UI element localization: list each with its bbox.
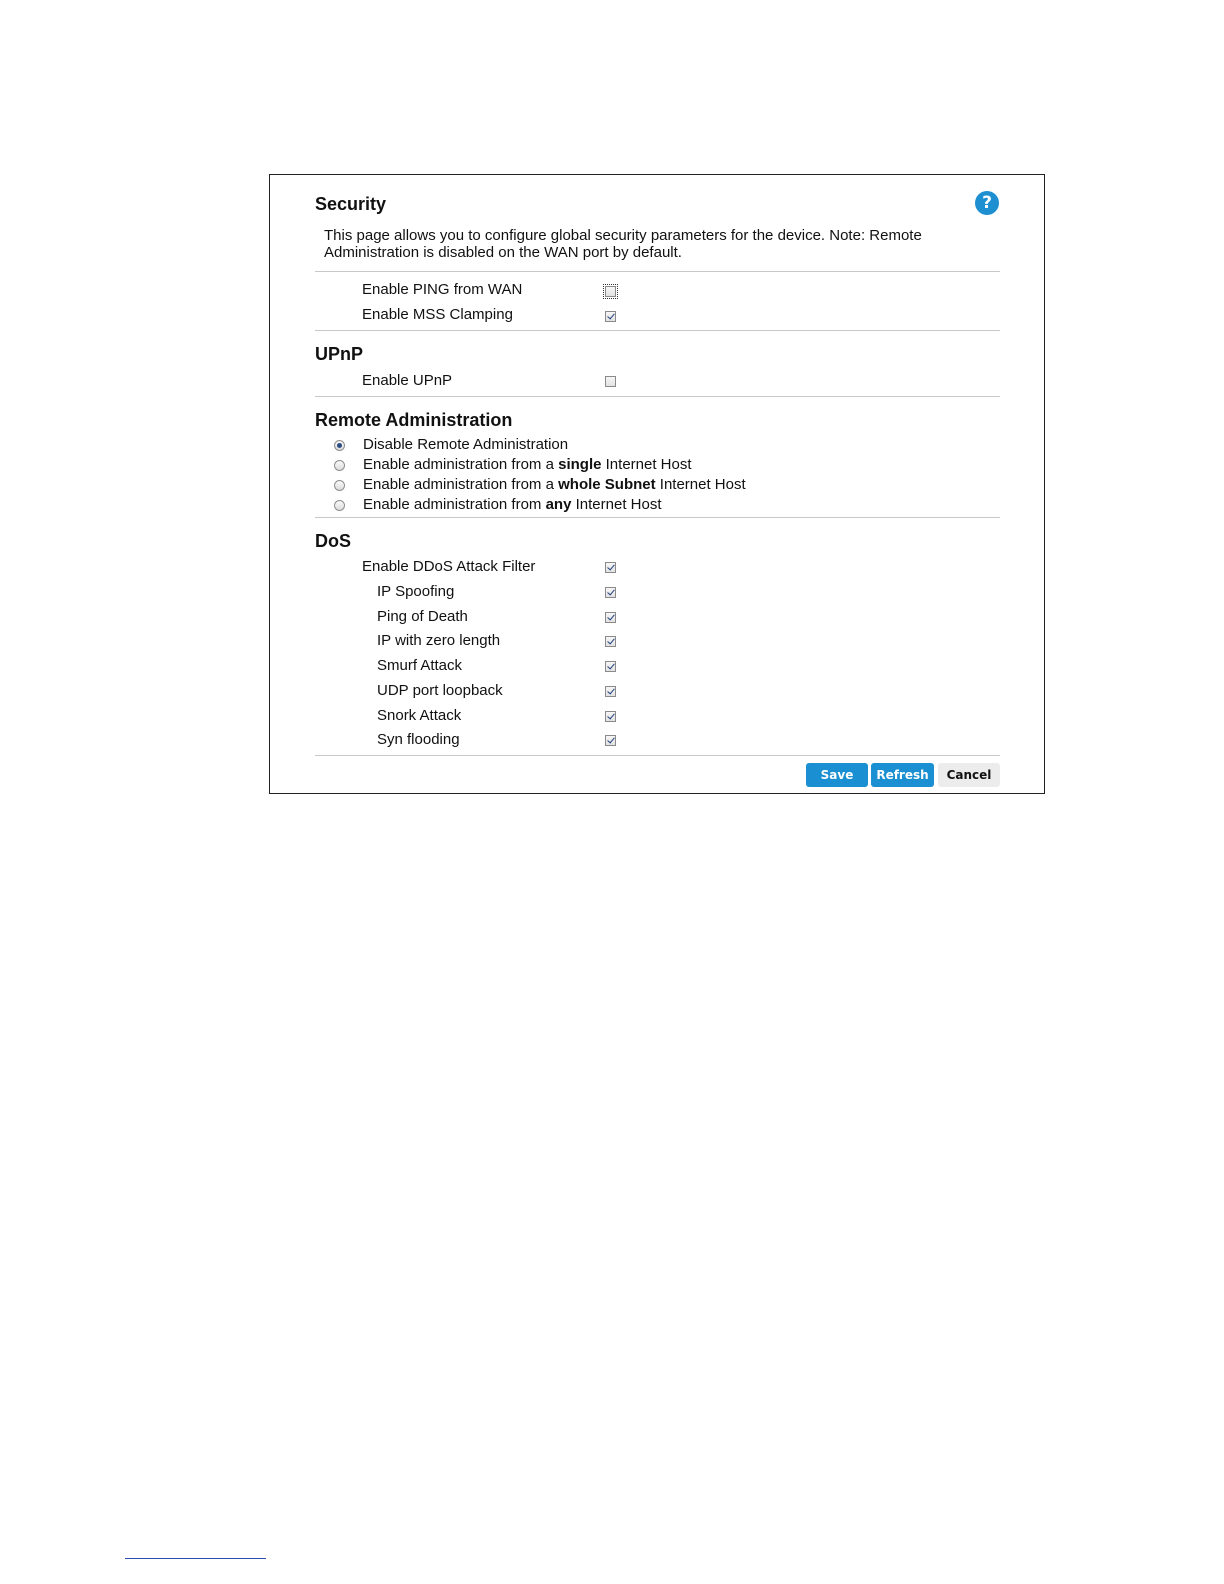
whole-subnet-radio[interactable] <box>334 480 345 491</box>
dos-title: DoS <box>315 531 351 551</box>
remote-administration-title: Remote Administration <box>315 410 513 430</box>
security-description: This page allows you to configure global security parameters for the device. Note: Remote Administration is disabled on the WAN port by default. <box>324 227 922 261</box>
disable-remote-admin-label: Disable Remote Administration <box>363 436 569 453</box>
ip-spoofing-checkbox[interactable] <box>605 587 616 598</box>
mss-clamping-checkbox[interactable] <box>605 311 616 322</box>
ping-of-death-label: Ping of Death <box>377 608 468 625</box>
ip-spoofing-label: IP Spoofing <box>377 583 455 600</box>
divider <box>315 396 1000 397</box>
divider <box>315 755 1000 756</box>
security-title: Security <box>315 194 387 214</box>
single-host-label: Enable administration from a single Internet Host <box>363 456 692 473</box>
udp-port-loopback-label: UDP port loopback <box>377 682 503 699</box>
enable-upnp-label: Enable UPnP <box>362 372 453 389</box>
any-host-label: Enable administration from any Internet Host <box>363 496 662 513</box>
snork-attack-checkbox[interactable] <box>605 711 616 722</box>
ddos-filter-label: Enable DDoS Attack Filter <box>362 558 536 575</box>
smurf-attack-checkbox[interactable] <box>605 661 616 672</box>
divider <box>315 330 1000 331</box>
ip-zero-length-checkbox[interactable] <box>605 636 616 647</box>
divider <box>315 271 1000 272</box>
save-button[interactable]: Save <box>806 763 868 787</box>
upnp-title: UPnP <box>315 344 364 364</box>
ping-of-death-checkbox[interactable] <box>605 612 616 623</box>
any-host-radio[interactable] <box>334 500 345 511</box>
snork-attack-label: Snork Attack <box>377 707 462 724</box>
ping-from-wan-label: Enable PING from WAN <box>362 281 523 298</box>
smurf-attack-label: Smurf Attack <box>377 657 463 674</box>
single-host-radio[interactable] <box>334 460 345 471</box>
syn-flooding-checkbox[interactable] <box>605 735 616 746</box>
cancel-button[interactable]: Cancel <box>938 763 1000 787</box>
ping-from-wan-checkbox[interactable] <box>605 286 616 297</box>
footnote-separator <box>125 1558 266 1559</box>
divider <box>315 517 1000 518</box>
refresh-button[interactable]: Refresh <box>871 763 934 787</box>
ip-zero-length-label: IP with zero length <box>377 632 501 649</box>
question-mark-icon[interactable]: ? <box>975 191 999 215</box>
enable-upnp-checkbox[interactable] <box>605 376 616 387</box>
udp-port-loopback-checkbox[interactable] <box>605 686 616 697</box>
mss-clamping-label: Enable MSS Clamping <box>362 306 513 323</box>
syn-flooding-label: Syn flooding <box>377 731 460 748</box>
security-settings-panel <box>269 174 1045 794</box>
whole-subnet-label: Enable administration from a whole Subnet Internet Host <box>363 476 746 493</box>
ddos-filter-checkbox[interactable] <box>605 562 616 573</box>
disable-remote-admin-radio[interactable] <box>334 440 345 451</box>
